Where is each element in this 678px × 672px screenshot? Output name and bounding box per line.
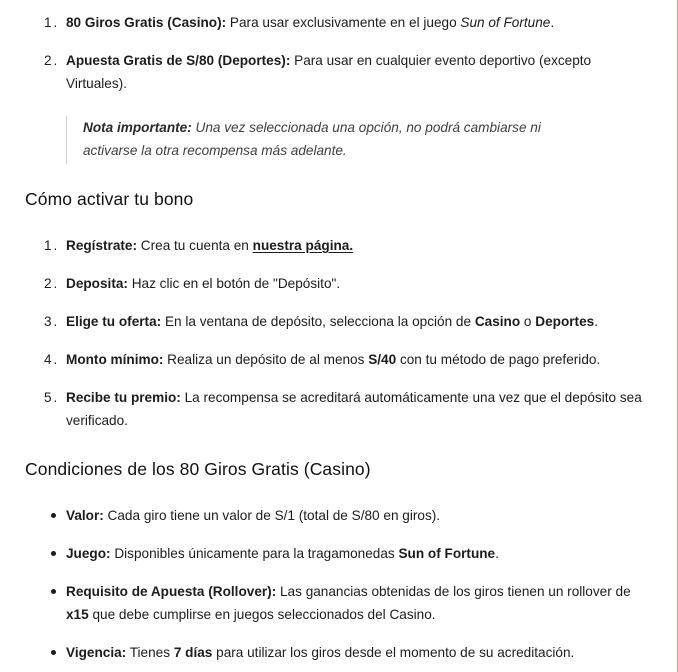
section-heading-conditions: Condiciones de los 80 Giros Gratis (Casino): [25, 459, 371, 479]
bullet-icon: [51, 551, 56, 556]
note-label: Nota importante:: [83, 120, 192, 135]
list-item: 3. Elige tu oferta: En la ventana de depósito, selecciona la opción de Casino o Deportes.: [44, 314, 598, 329]
list-item: Juego: Disponibles únicamente para la tragamonedas Sun of Fortune.: [66, 542, 651, 565]
bullet-icon: [51, 513, 56, 518]
list-item: 4. Monto mínimo: Realiza un depósito de al menos S/40 con tu método de pago preferido.: [44, 352, 601, 367]
note-text: Nota importante: Una vez seleccionada una opción, no podrá cambiarse ni activarse la otra recompensa más adelante.: [83, 120, 541, 158]
list-item: 1. 80 Giros Gratis (Casino): Para usar exclusivamente en el juego Sun of Fortune.: [66, 11, 651, 34]
list-number: 1.: [44, 15, 60, 30]
list-item: 5. Recibe tu premio: La recompensa se acreditará automáticamente una vez que el depósito sea verificado.: [44, 390, 642, 428]
list-item: Valor: Cada giro tiene un valor de S/1 (total de S/80 en giros).: [66, 504, 651, 527]
list-item: Requisito de Apuesta (Rollover): Las ganancias obtenidas de los giros tienen un rollover de x15 que debe cumplirse en juegos seleccionados del Casino.: [66, 580, 651, 626]
important-note-quote: [66, 116, 587, 164]
bullet-icon: [51, 650, 56, 655]
section-heading-activate: Cómo activar tu bono: [25, 189, 194, 209]
bullet-icon: [51, 589, 56, 594]
register-link[interactable]: nuestra página.: [252, 238, 354, 253]
item-title: 80 Giros Gratis (Casino):: [66, 15, 227, 30]
list-item: 1. Regístrate: Crea tu cuenta en nuestra página.: [44, 238, 354, 253]
list-item: 2. Apuesta Gratis de S/80 (Deportes): Para usar en cualquier evento deportivo (excepto Virtuales).: [66, 49, 651, 95]
item-title: Apuesta Gratis de S/80 (Deportes):: [66, 53, 291, 68]
list-item: Vigencia: Tienes 7 días para utilizar los giros desde el momento de su acreditación.: [66, 641, 651, 664]
list-item: 2. Deposita: Haz clic en el botón de "Depósito".: [44, 276, 341, 291]
list-number: 2.: [44, 53, 60, 68]
